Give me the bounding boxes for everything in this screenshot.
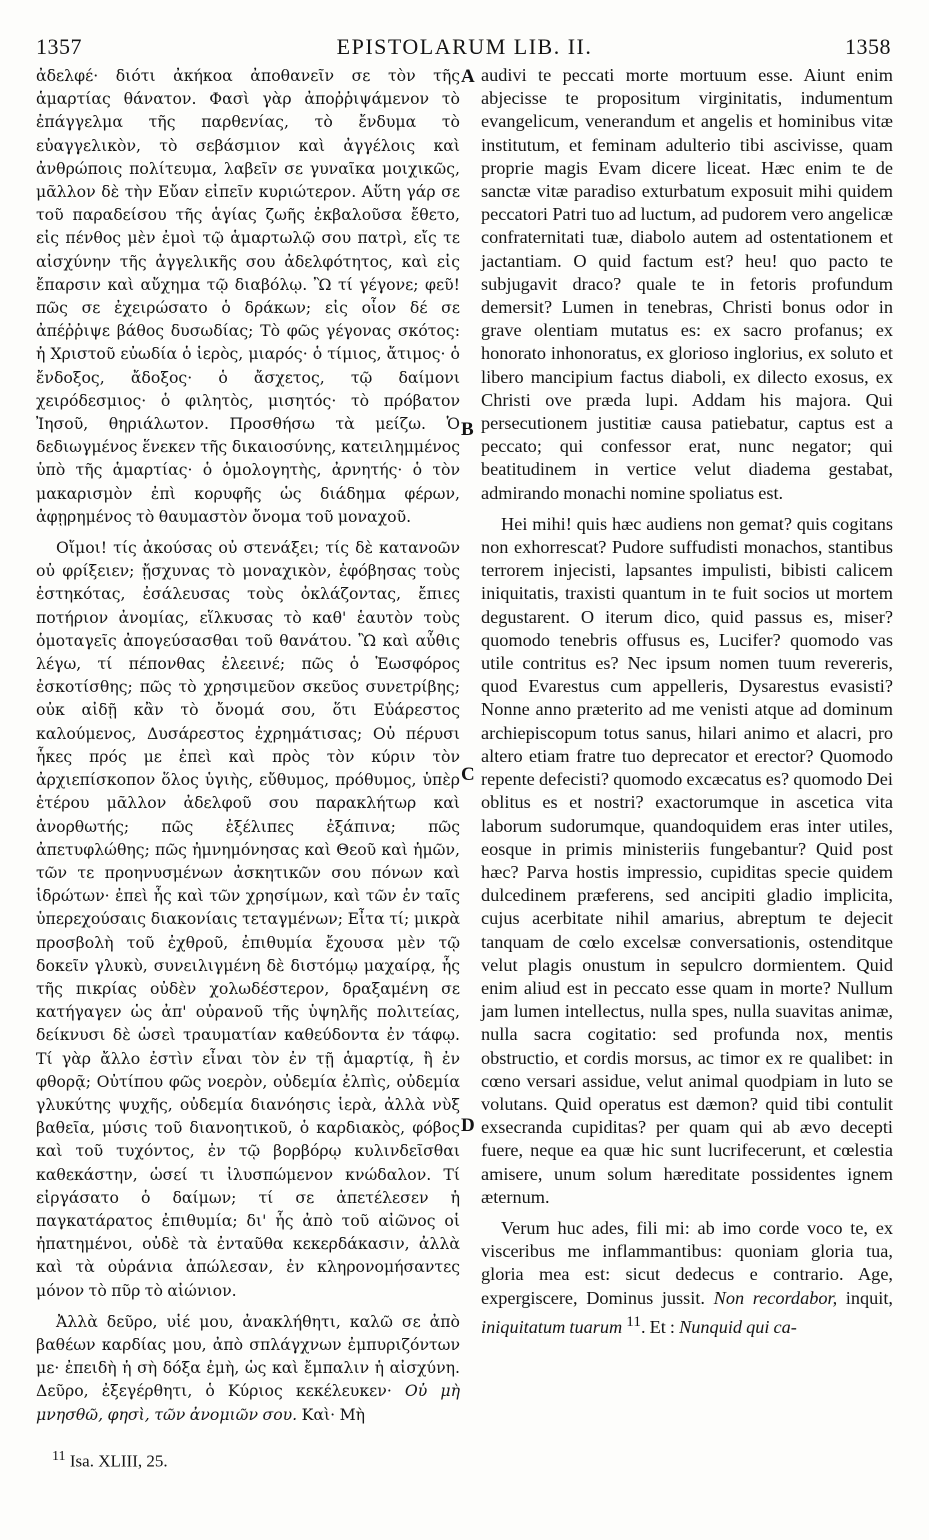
greek-paragraph-3-text: Ἀλλὰ δεῦρο, υἱέ μου, ἀνακλήθητι, καλῶ σε ἀπὸ βαθέων καρδίας μου, ἀπὸ σπλάγχνων ἐμπυριζόντων με· ἐπειδὴ ἡ σὴ δόξα ἐμὴ, ὡς καὶ ἔμπαλιν ἡ αἰσχύνη. Δεῦρο, ἐξεγέρθητι, ὁ Κύριος κεκέλευκεν· [36, 1311, 460, 1401]
greek-paragraph-3-tail: Καὶ· Μὴ [301, 1404, 366, 1424]
running-header [0, 30, 929, 62]
margin-letter-c: C [461, 764, 475, 785]
margin-letter-a: A [461, 66, 475, 87]
latin-quote-3: Nunquid qui ca- [679, 1316, 797, 1337]
greek-paragraph-2: Οἴμοι! τίς ἀκούσας οὐ στενάξει; τίς δὲ κατανοῶν οὐ φρίξειεν; ᾔσχυνας τὸ μοναχικὸν, ἐφόβησας τοὺς ἑστηκότας, ἐσάλευσας τοὺς ὀκλάζοντας, ἔπιες ποτήριον ἀνομίας, εἵλκυσας τὸ καθ' ἑαυτὸν τοὺς ὁμοταγεῖς ἀπογεύσασθαι τοῦ θανάτου. Ὢ καὶ αὖθις λέγω, τί πέπονθας ἐλεεινέ; πῶς ὁ Ἑωσφόρος ἐσκοτίσθης; πῶς τὸ χρησιμεῦον σκεῦος συνετρίβης; οὐκ αἰδῇ κἂν τὸ ὄνομά σου, ὅτι Εὐάρεστος καλούμενος, Δυσάρεστος ἐχρημάτισας; Οὐ πέρυσι ἧκες πρός με ἐπεὶ καὶ πρὸς τὸν κύριν τὸν ἀρχιεπίσκοπον ὅλος ὑγιὴς, εὔθυμος, πρόθυμος, ὑπὲρ ἑτέρου μᾶλλον ἀδελφοῦ σου παρακλήτωρ καὶ ἀνορθωτής; πῶς ἐξέλιπες ἐξάπινα; πῶς ἀπετυφλώθης; πῶς ἠμνημόνησας καὶ Θεοῦ καὶ ἡμῶν, τῶν τε προηνυσμένων ἀσκητικῶν σου πόνων καὶ ἱδρώτων· ἐπεὶ ἧς καὶ τῶν χρησίμων, καὶ τῶν ἐν ταῖς ὑπερεχούσαις διακονίαις τεταγμένων; Εἶτα τί; μικρὰ προσβολὴ τοῦ ἐχθροῦ, ἐπιθυμία ἔχουσα μὲν τῷ δοκεῖν γλυκὺ, συνειλιγμένη δὲ διστόμῳ μαχαίρᾳ, ἧς τῆς πικρίας οὐδὲν χολωδέστερον, δραξαμένη σε κατήγαγεν ὡς ἀπ' οὐρανοῦ τῆς ὑψηλῆς πολιτείας, δείκνυσι δὲ ὡσεὶ τραυματίαν καθεύδοντα ἐν τάφῳ. Τί γὰρ ἄλλο ἐστὶν εἶναι τὸν ἐν τῇ ἁμαρτίᾳ, ἢ ἐν φθορᾷ; Οὐτίπου φῶς νοερὸν, οὐδεμία ἐλπὶς, οὐδεμία γλυκύτης ψυχῆς, οὐδεμία διανόησις ἱερὰ, ἀλλὰ νὺξ βαθεῖα, μύσις τοῦ διανοητικοῦ, ὁ καρδιακὸς, φόβος καὶ τοῦ τυχόντος, ἐν τῷ βορβόρῳ κυλινδεῖσθαι καθεκάστην, ὡσεί τι ἰλυσπώμενον κνώδαλον. Τί εἰργάσατο ὁ δαίμων; τί σε ἀπετέλεσεν ἡ παγκατάρατος ἐπιθυμία; δι' ἧς ἀπὸ τοῦ αἰῶνος οἱ ἠπατημένοι, οὐδὲ τὰ ἐνταῦθα κεκερδάκασιν, ἀλλὰ καὶ τὰ οὐράνια ἀπώλεσαν, ἐν κληρονομήσαντες μόνον τὸ πῦρ τὸ αἰώνιον. [36, 538, 460, 1300]
greek-scripture-quote: Οὐ μὴ μνησθῶ, φησὶ, τῶν ἀνομιῶν σου. [36, 1381, 460, 1424]
footnote-number: 11 [52, 1448, 66, 1464]
greek-column [36, 64, 460, 1426]
latin-paragraph-3-text: Verum huc ades, fili mi: ab imo corde voco te, ex visceribus me inflammantibus: quoniam gloria tua, gloria mea est: sicut dedecus e contrario. Age, expergiscere, Dominus jussit. [481, 1217, 893, 1308]
footnote [52, 1448, 168, 1472]
latin-paragraph-2: Hei mihi! quis hæc audiens non gemat? quis cogitans non exhorrescat? Pudore suffudisti monachos, stantibus terrorem injecisti, lapsantes impulisti, bibisti calicem iniquitatis, traxisti quantum in te fuit socios ut mortem degustarent. O iterum dico, quid passus es, miser? quomodo tenebris offusus es, Lucifer? quomodo vas utile contritus es? Nec ipsum nomen tuum revereris, quod Evarestus cum appelleris, Dysarestus evasisti? Nonne anno præterito ad me venisti atque ad dominum archiepiscopum totus sanus, hilari animo et alacri, pro altero etiam fratre tuo deprecator et erector? Quomodo repente defecisti? quomodo excæcatus es? quomodo Dei oblitus es et nostri? exactorumque in ascetica vita laborum sudorumque, quandoquidem eras inter utiles, eosque in primis ministeriis fungebantur? Quid post hæc? Parva hostis impressio, cupiditas specie quidem dulcedinem præferens, sed ancipiti gladio implicita, cujus acerbitate nihil amarius, abreptum te dejecit tanquam de cœlo excelsæ conversationis, ostenditque velut plagis onustum in sepulcro dormientem. Quid enim aliud est in peccato esse quam in morte? Nullum jam lumen intellectus, nulla spes, nulla suavitas animæ, nulla sacra cogitatio: sed profunda nox, mentis obstructio, et cordis morsus, ac timor ex re qualibet: in cœno versari assidue, velut animal quodpiam in luto se volutans. Quid operatus est dæmon? quid tibi contulit exsecranda cupiditas? per quam qui ab ævo decepti fuere, neque ea quæ hic sunt lucrifecerunt, et cœlestia amisere, unum solum hæreditate possidentes ignem æternum. [481, 513, 893, 1207]
footnote-reference: 11 [626, 1312, 641, 1330]
margin-letter-b: B [461, 419, 474, 440]
footnote-text: Isa. XLIII, 25. [69, 1451, 168, 1471]
greek-paragraph-1: ἀδελφέ· διότι ἀκήκοα ἀποθανεῖν σε τὸν τῆς ἁμαρτίας θάνατον. Φασὶ γὰρ ἀποῤῥιψάμενον τὸ ἐπάγγελμα τῆς παρθενίας, τὸ ἔνδυμα τὸ εὐαγγελικὸν, τὸ σεβάσμιον καὶ ἀγγέλοις καὶ ἀνθρώποις πολίτευμα, λαβεῖν σε γυναῖκα μοιχικῶς, μᾶλλον δὲ τὴν Εὔαν εἰπεῖν κυριώτερον. Αὕτη γάρ σε τοῦ παραδείσου τῆς ἁγίας ζωῆς ἐκβαλοῦσα ἔθετο, εἰς πένθος μὲν ἐμοὶ τῷ ἁμαρτωλῷ σου πατρὶ, εἴς τε αἰσχύνην τῆς ἀγγελικῆς σου ἀδελφότητος, καὶ εἰς ἔπαρσιν καὶ αὔχημα τῷ διαβόλῳ. Ὢ τί γέγονε; φεῦ! πῶς σε ἐχειρώσατο ὁ δράκων; εἰς οἷον δέ σε ἀπέῤῥιψε βάθος δυσωδίας; Τὸ φῶς γέγονας σκότος: ἡ Χριστοῦ εὐωδία ὁ ἱερὸς, μιαρός· ὁ τίμιος, ἄτιμος· ὁ ἔνδοξος, ἄδοξος· ὁ ἄσχετος, τῷ δαίμονι χειρόδεσμιος· ὁ φιλητὸς, μισητός· τὸ πρόβατον Ἰησοῦ, θηριάλωτον. Προσθήσω τὰ μείζω. Ὁ δεδιωγμένος ἕνεκεν τῆς δικαιοσύνης, κατειλημμένος ὑπὸ τῆς ἁμαρτίας· ὁ ὁμολογητὴς, ἀρνητής· ὁ τὸν μακαρισμὸν ἐπὶ κορυφῆς ὡς διάδημα φέρων, ἀφῃρημένος τὸ θαυμαστὸν ὄνομα τοῦ μοναχοῦ. [36, 66, 460, 526]
latin-quote-2: iniquitatum tuarum [481, 1316, 623, 1337]
latin-quote-1: Non recordabor, [713, 1287, 838, 1308]
margin-letter-d: D [461, 1115, 475, 1136]
latin-inquit: inquit, [845, 1287, 893, 1308]
latin-paragraph-3-tail: . Et : [640, 1316, 675, 1337]
running-title: EPISTOLARUM LIB. II. [336, 34, 593, 59]
latin-paragraph-1: audivi te peccati morte mortuum esse. Aiunt enim abjecisse te propositum virginitatis, indumentum evangelicum, venerandum et angelis et hominibus vitæ institutum, et feminam adulterio tibi ascivisse, quam proprie magis Evam dicere liceat. Hæc enim te de sanctæ vitæ paradiso exturbatum exposuit mihi quidem peccatori Patri tuo ad luctum, ad pudorem vero angelicæ confraternitati tuæ, diabolo autem ad ostentationem et jactantiam. O quid factum est? heu! quo pacto te subjugavit draco? quale te in fetoris profundum demersit? Lumen in tenebras, Christi bonus odor in grave olentiam mutatus es: ex sacro profanus; ex honorato inhonoratus, ex glorioso inglorius, ex soluto et libero mancipium factus diaboli, ex dilecto exosus, ex Christi ove præda lupi. Addam his majora. Qui persecutionem justitiæ causa patiebatur, captus est a peccato; qui confessor erat, nunc negator; qui beatitudinem in vertice velut diadema gestabat, admirando monachi nomine spoliatus est. [481, 65, 893, 503]
greek-paragraph-3 [36, 1310, 460, 1426]
left-page-number: 1357 [36, 34, 82, 59]
latin-column [481, 64, 893, 1339]
right-page-number: 1358 [845, 34, 891, 59]
latin-paragraph-3 [481, 1217, 893, 1339]
